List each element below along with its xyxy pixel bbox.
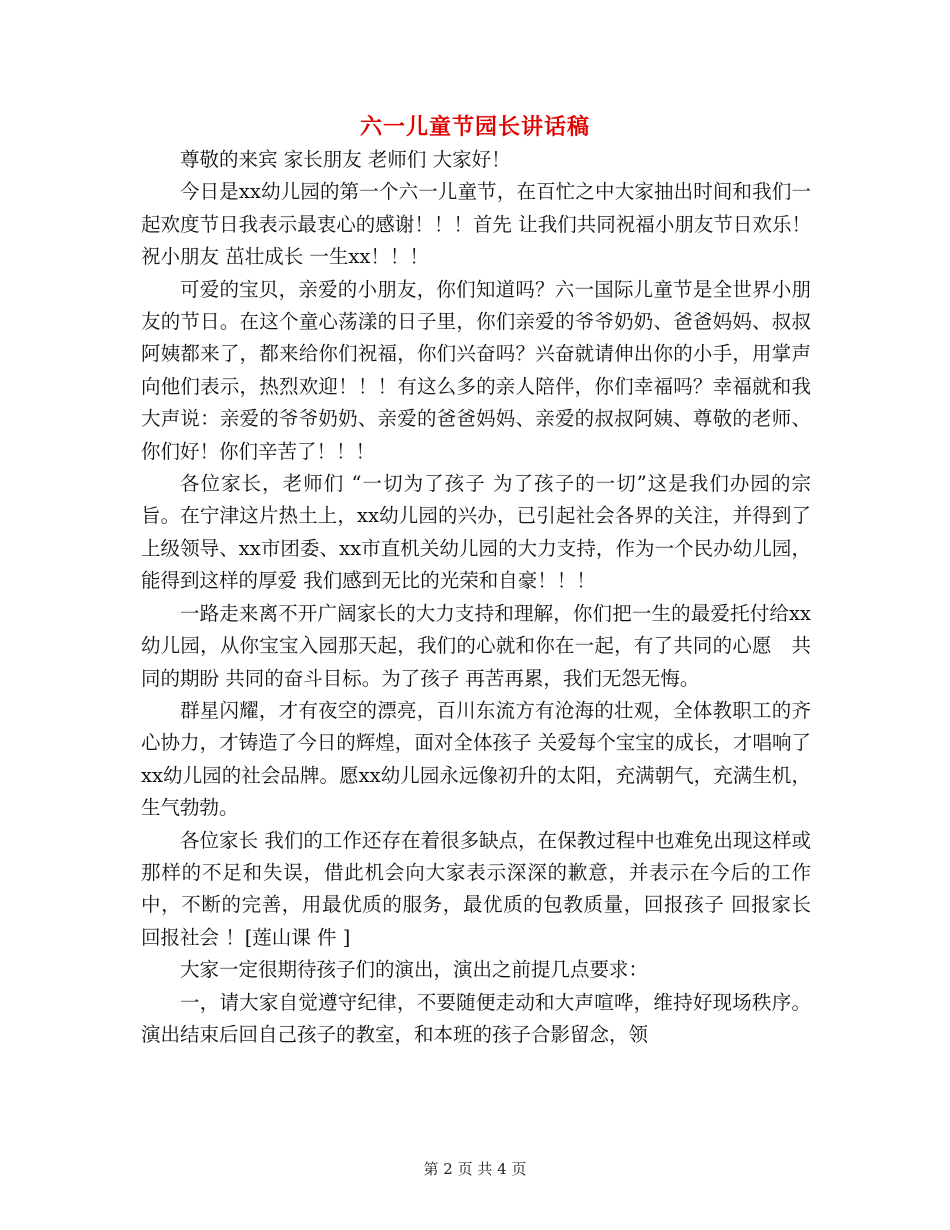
paragraph-support: 一路走来离不开广阔家长的大力支持和理解，你们把一生的最爱托付给xx幼儿园，从你宝宝入园那天起，我们的心就和你在一起，有了共同的心愿 共同的期盼 共同的奋斗目标。为了孩子 再苦再累，我们无怨无悔。: [141, 601, 811, 690]
paragraph-mission: 各位家长，老师们 “一切为了孩子 为了孩子的一切”这是我们办园的宗旨。在宁津这片热土上，xx幼儿园的兴办，已引起社会各界的关注，并得到了上级领导、xx市团委、xx市直机关幼儿园的大力支持，作为一个民办幼儿园，能得到这样的厚爱 我们感到无比的光荣和自豪！！！: [141, 472, 811, 593]
paragraph-thanks: 今日是xx幼儿园的第一个六一儿童节，在百忙之中大家抽出时间和我们一起欢度节日我表示最衷心的感谢！！！首先 让我们共同祝福小朋友节日欢乐！祝小朋友 茁壮成长 一生xx！！！: [141, 180, 811, 269]
paragraph-children: 可爱的宝贝，亲爱的小朋友，你们知道吗？六一国际儿童节是全世界小朋友的节日。在这个童心荡漾的日子里，你们亲爱的爷爷奶奶、爸爸妈妈、叔叔阿姨都来了，都来给你们祝福，你们兴奋吗？兴奋就请伸出你的小手，用掌声向他们表示，热烈欢迎！！！有这么多的亲人陪伴，你们幸福吗？幸福就和我大声说：亲爱的爷爷奶奶、亲爱的爸爸妈妈、亲爱的叔叔阿姨、尊敬的老师、你们好！你们辛苦了！！！: [141, 277, 811, 463]
paragraph-apology: 各位家长 我们的工作还存在着很多缺点，在保教过程中也难免出现这样或那样的不足和失误，借此机会向大家表示深深的歉意，并表示在今后的工作中，不断的完善，用最优质的服务，最优质的包教质量，回报孩子 回报家长 回报社会 ！[莲山课 件 ]: [141, 828, 811, 949]
document-body: [141, 144, 811, 1051]
paragraph-greeting: 尊敬的来宾 家长朋友 老师们 大家好！: [180, 148, 511, 171]
paragraph-rules: 一，请大家自觉遵守纪律，不要随便走动和大声喧哗，维持好现场秩序。演出结束后回自己孩子的教室，和本班的孩子合影留念，领: [141, 990, 811, 1046]
page-number-footer: 第 2 页 共 4 页: [423, 1160, 527, 1178]
paragraph-staff: 群星闪耀，才有夜空的漂亮，百川东流方有沧海的壮观，全体教职工的齐心协力，才铸造了今日的辉煌，面对全体孩子 关爱每个宝宝的成长，才唱响了xx幼儿园的社会品牌。愿xx幼儿园永远像初升的太阳，充满朝气，充满生机，生气勃勃。: [141, 698, 811, 820]
paragraph-performance: 大家一定很期待孩子们的演出，演出之前提几点要求：: [180, 958, 649, 982]
document-title: 六一儿童节园长讲话稿: [359, 114, 590, 140]
